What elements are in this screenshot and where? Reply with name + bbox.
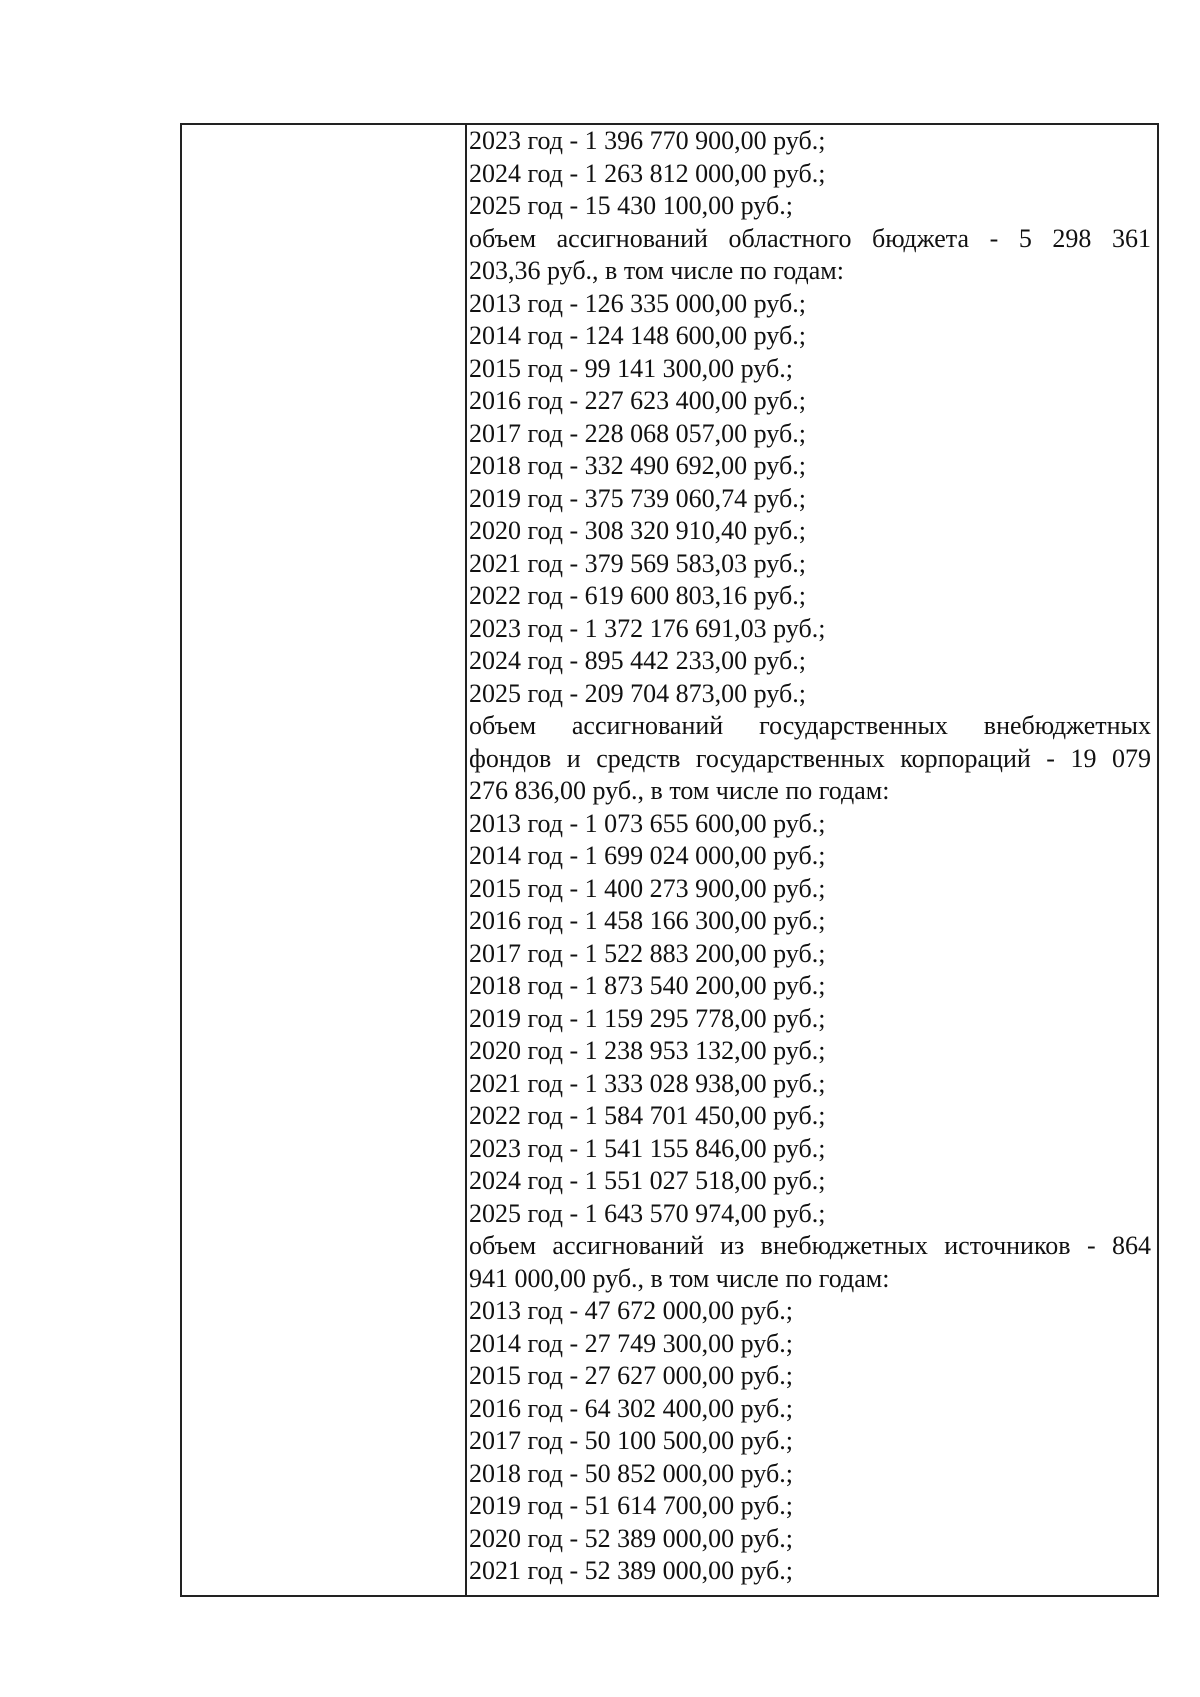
funding-line: объем ассигнований государственных внебюджетных	[469, 711, 1151, 740]
funding-line: 2019 год - 51 614 700,00 руб.;	[469, 1491, 793, 1520]
funding-line: 203,36 руб., в том числе по годам:	[469, 256, 844, 285]
funding-line: 2025 год - 209 704 873,00 руб.;	[469, 678, 806, 708]
funding-line: объем ассигнований из внебюджетных источников - 864	[469, 1231, 1151, 1260]
funding-line: 2025 год - 15 430 100,00 руб.;	[469, 191, 793, 220]
funding-line: 2023 год - 1 541 155 846,00 руб.;	[469, 1133, 826, 1163]
funding-line: 2024 год - 1 263 812 000,00 руб.;	[469, 158, 826, 188]
funding-line: 2023 год - 1 396 770 900,00 руб.;	[469, 126, 826, 155]
funding-line: 941 000,00 руб., в том числе по годам:	[469, 1263, 890, 1293]
funding-line: 2013 год - 1 073 655 600,00 руб.;	[469, 808, 826, 838]
funding-line: фондов и средств государственных корпораций - 19 079	[469, 743, 1151, 773]
funding-line: 2016 год - 64 302 400,00 руб.;	[469, 1393, 793, 1423]
funding-line: 2021 год - 52 389 000,00 руб.;	[469, 1556, 793, 1585]
funding-line: 2021 год - 379 569 583,03 руб.;	[469, 548, 806, 578]
funding-line: 2018 год - 50 852 000,00 руб.;	[469, 1458, 793, 1488]
funding-line: 2024 год - 895 442 233,00 руб.;	[469, 646, 806, 675]
funding-line: 2014 год - 124 148 600,00 руб.;	[469, 321, 806, 350]
funding-line: 2018 год - 332 490 692,00 руб.;	[469, 451, 806, 480]
funding-line: 2017 год - 1 522 883 200,00 руб.;	[469, 938, 826, 968]
funding-line: 2013 год - 47 672 000,00 руб.;	[469, 1296, 793, 1325]
funding-line: 2020 год - 52 389 000,00 руб.;	[469, 1523, 793, 1553]
funding-line: 2015 год - 27 627 000,00 руб.;	[469, 1361, 793, 1390]
funding-line: 2019 год - 1 159 295 778,00 руб.;	[469, 1003, 826, 1033]
funding-line: 2020 год - 1 238 953 132,00 руб.;	[469, 1036, 826, 1065]
funding-line: 2017 год - 228 068 057,00 руб.;	[469, 418, 806, 448]
funding-line: 2016 год - 1 458 166 300,00 руб.;	[469, 906, 826, 935]
funding-line: объем ассигнований областного бюджета - 5 298 361	[469, 223, 1151, 253]
funding-line: 2016 год - 227 623 400,00 руб.;	[469, 386, 806, 415]
funding-line: 2014 год - 1 699 024 000,00 руб.;	[469, 841, 826, 870]
funding-line: 2015 год - 1 400 273 900,00 руб.;	[469, 873, 826, 903]
funding-line: 276 836,00 руб., в том числе по годам:	[469, 776, 890, 805]
funding-line: 2025 год - 1 643 570 974,00 руб.;	[469, 1198, 826, 1228]
funding-line: 2014 год - 27 749 300,00 руб.;	[469, 1328, 793, 1358]
funding-line: 2017 год - 50 100 500,00 руб.;	[469, 1426, 793, 1455]
funding-line: 2019 год - 375 739 060,74 руб.;	[469, 483, 806, 513]
funding-line: 2023 год - 1 372 176 691,03 руб.;	[469, 613, 826, 643]
funding-line: 2020 год - 308 320 910,40 руб.;	[469, 516, 806, 545]
table-left-cell	[182, 125, 467, 1595]
funding-line: 2015 год - 99 141 300,00 руб.;	[469, 353, 793, 383]
funding-line: 2022 год - 619 600 803,16 руб.;	[469, 581, 806, 610]
funding-line: 2018 год - 1 873 540 200,00 руб.;	[469, 971, 826, 1000]
funding-line: 2013 год - 126 335 000,00 руб.;	[469, 288, 806, 318]
funding-line: 2024 год - 1 551 027 518,00 руб.;	[469, 1166, 826, 1195]
table-right-cell	[467, 125, 1157, 1595]
funding-line: 2021 год - 1 333 028 938,00 руб.;	[469, 1068, 826, 1098]
funding-line: 2022 год - 1 584 701 450,00 руб.;	[469, 1101, 826, 1130]
funding-table	[180, 123, 1159, 1597]
